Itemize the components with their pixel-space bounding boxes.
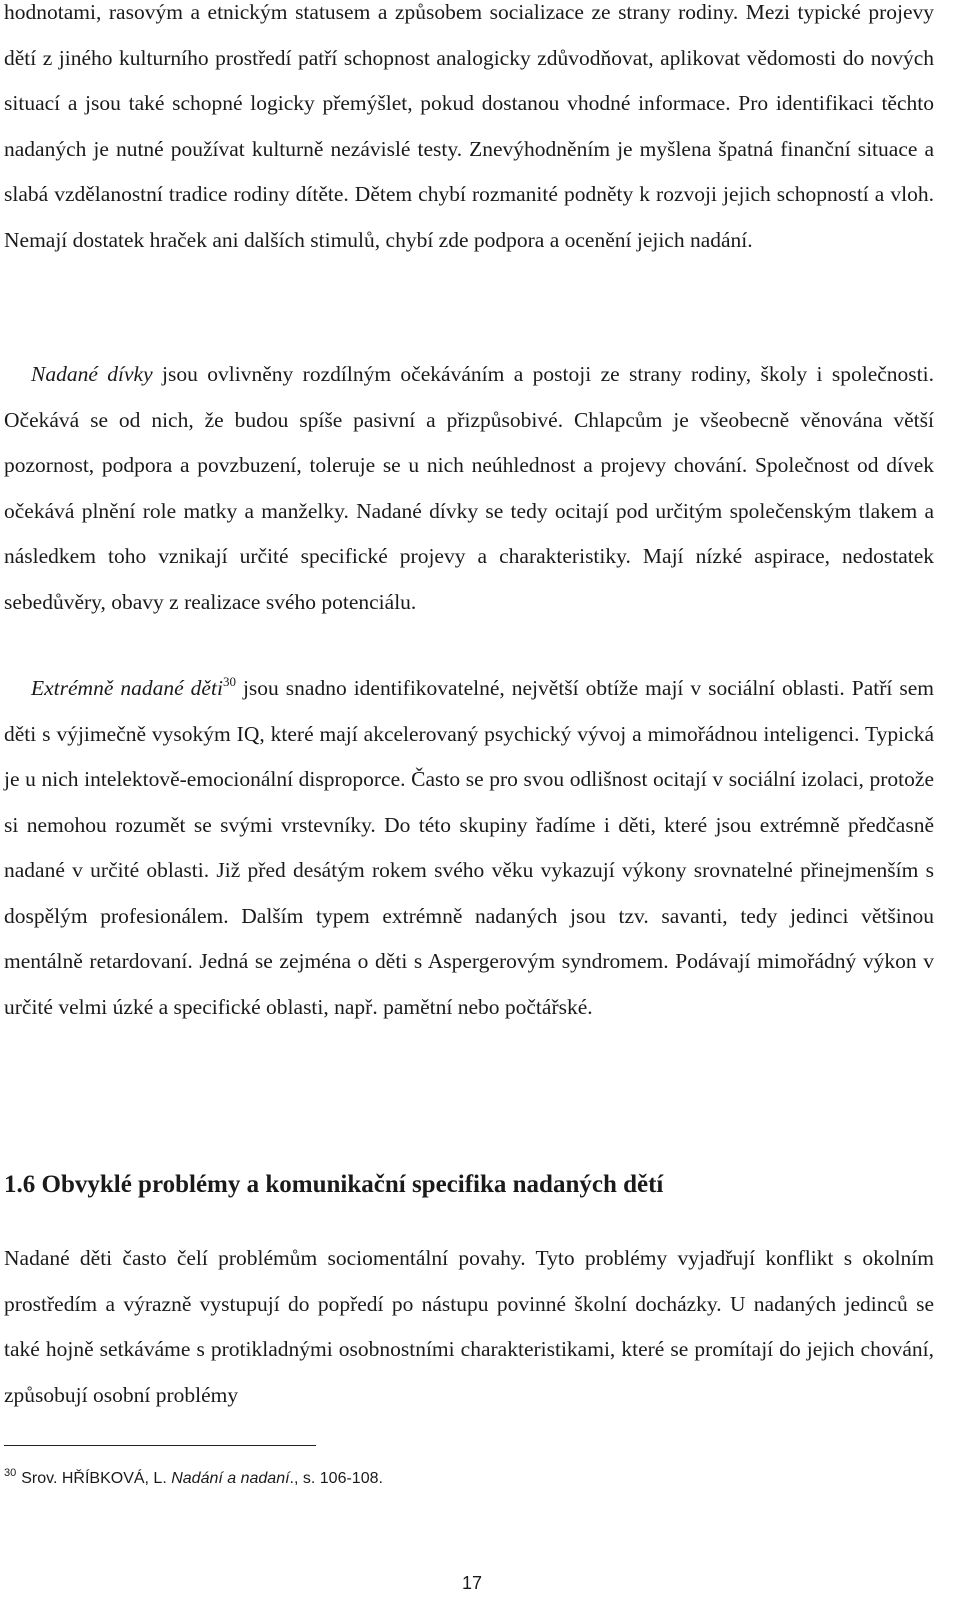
footnote-book-title: Nadání a nadaní [171, 1470, 290, 1487]
footnote-divider [4, 1445, 316, 1446]
footnote-reference[interactable]: 30 [222, 674, 236, 689]
footnote [4, 1467, 383, 1488]
section-heading: 1.6 Obvyklé problémy a komunikační specifika nadaných dětí [4, 1171, 664, 1198]
paragraph-text: jsou ovlivněny rozdílným očekáváním a postoji ze strany rodiny, školy i společnosti. Očekává se od nich, že budou spíše pasivní a přizpůsobivé. Chlapcům je všeobecně věnována větší pozornost, podpora a povzbuzení, toleruje se u nich neúhlednost a projevy chování. Společnost od dívek očekává plnění role matky a manželky. Nadané dívky se tedy ocitají pod určitým společenským tlakem a následkem toho vznikají určité specifické projevy a charakteristiky. Mají nízké aspirace, nedostatek sebedůvěry, obavy z realizace svého potenciálu. [4, 362, 934, 614]
page-number: 17 [461, 1573, 483, 1593]
footnote-citation-suffix: ., s. 106-108. [289, 1470, 383, 1487]
emphasized-term: Extrémně nadané děti [31, 676, 223, 700]
paragraph-text: jsou snadno identifikovatelné, největší obtíže mají v sociální oblasti. Patří sem děti s výjimečně vysokým IQ, které mají akcelerovaný psychický vývoj a mimořádnou inteligenci. Typická je u nich intelektově-emocionální disproporce. Často se pro svou odlišnost ocitají v sociální izolaci, protože si nemohou rozumět se svými vrstevníky. Do této skupiny řadíme i děti, které jsou extrémně předčasně nadané v určité oblasti. Již před desátým rokem svého věku vykazují výkony srovnatelné přinejmenším s dospělým profesionálem. Dalším typem extrémně nadaných jsou tzv. savanti, tedy jedinci většinou mentálně retardovaní. Jedná se zejména o děti s Aspergerovým syndromem. Podávají mimořádný výkon v určité velmi úzké a specifické oblasti, např. pamětní nebo počtářské. [4, 676, 934, 1019]
body-paragraph-extremely-gifted [4, 666, 934, 1030]
footnote-number: 30 [4, 1467, 17, 1479]
body-paragraph: hodnotami, rasovým a etnickým statusem a způsobem socializace ze strany rodiny. Mezi typické projevy dětí z jiného kulturního prostředí patří schopnost analogicky zdůvodňovat, aplikovat vědomosti do nových situací a jsou také schopné logicky přemýšlet, pokud dostanou vhodné informace. Pro identifikaci těchto nadaných je nutné používat kulturně nezávislé testy. Znevýhodněním je myšlena špatná finanční situace a slabá vzdělanostní tradice rodiny dítěte. Dětem chybí rozmanité podněty k rozvoji jejich schopností a vloh. Nemají dostatek hraček ani dalších stimulů, chybí zde podpora a ocenění jejich nadání. [4, 0, 934, 252]
footnote-citation-prefix: Srov. HŘÍBKOVÁ, L. [21, 1470, 172, 1487]
body-paragraph: Nadané děti často čelí problémům sociomentální povahy. Tyto problémy vyjadřují konflikt s okolním prostředím a výrazně vystupují do popředí po nástupu povinné školní docházky. U nadaných jedinců se také hojně setkáváme s protikladnými osobnostními charakteristikami, které se promítají do jejich chování, způsobují osobní problémy [4, 1246, 934, 1407]
emphasized-term: Nadané dívky [31, 362, 153, 386]
body-paragraph-gifted-girls [4, 352, 934, 625]
